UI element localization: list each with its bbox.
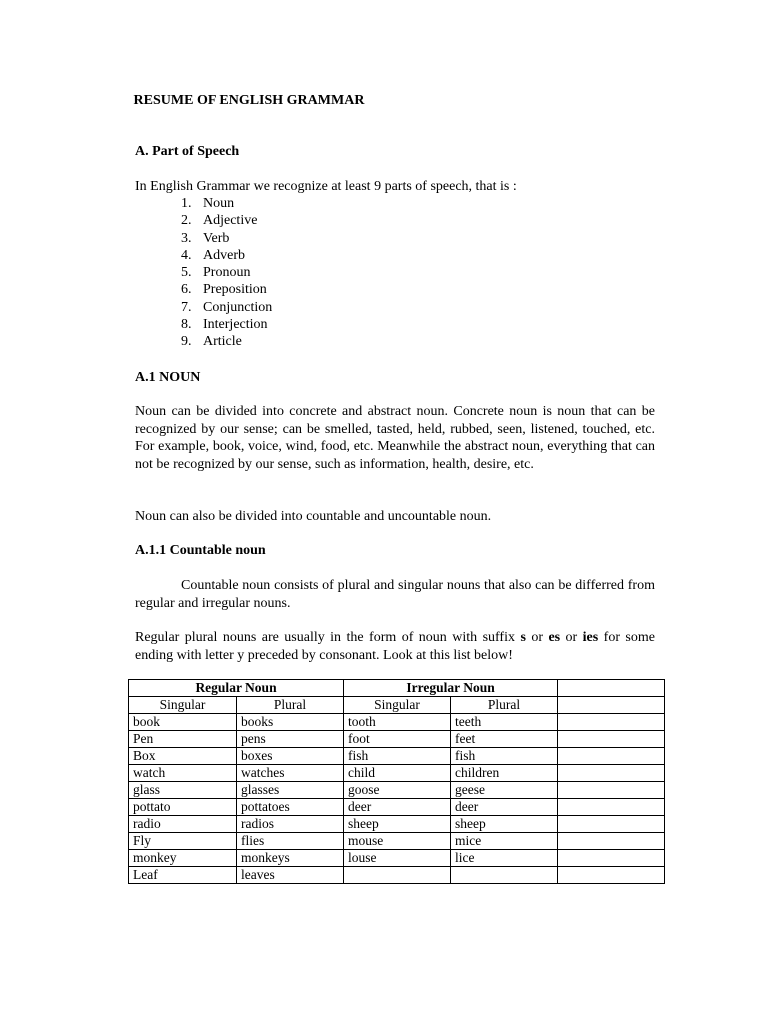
- plural-header: Plural: [451, 697, 558, 714]
- table-cell: [558, 833, 665, 850]
- table-cell: geese: [451, 782, 558, 799]
- noun-countable-paragraph: Noun can also be divided into countable and uncountable noun.: [135, 509, 492, 524]
- table-cell: mouse: [344, 833, 451, 850]
- table-cell: glasses: [237, 782, 344, 799]
- table-cell: pottatoes: [237, 799, 344, 816]
- table-row: [129, 748, 665, 765]
- parts-of-speech-intro: In English Grammar we recognize at least 9 parts of speech, that is :: [135, 179, 517, 194]
- noun-paragraph: Noun can be divided into concrete and abstract noun. Concrete noun is noun that can be recognized by our sense; can be smelled, tasted, held, rubbed, seen, listened, touched, etc. For example, book, voice, wind, food, etc. Meanwhile the abstract noun, everything that can not be recognized by our sense, such as information, health, desire, etc.: [135, 404, 655, 472]
- table-cell: pens: [237, 731, 344, 748]
- table-cell: [558, 782, 665, 799]
- empty-header-cell: [558, 680, 665, 697]
- noun-table: [128, 679, 665, 884]
- table-cell: [558, 850, 665, 867]
- table-row: [129, 731, 665, 748]
- table-cell: Fly: [129, 833, 237, 850]
- table-row: [129, 816, 665, 833]
- table-cell: radio: [129, 816, 237, 833]
- table-cell: sheep: [344, 816, 451, 833]
- table-cell: goose: [344, 782, 451, 799]
- table-cell: louse: [344, 850, 451, 867]
- table-cell: teeth: [451, 714, 558, 731]
- table-cell: deer: [344, 799, 451, 816]
- table-cell: fish: [344, 748, 451, 765]
- table-cell: [344, 867, 451, 884]
- regular-noun-header: Regular Noun: [129, 680, 344, 697]
- table-cell: glass: [129, 782, 237, 799]
- table-cell: monkey: [129, 850, 237, 867]
- list-item: 4. Adverb: [181, 247, 245, 263]
- list-item: 6. Preposition: [181, 282, 267, 298]
- table-cell: children: [451, 765, 558, 782]
- table-cell: watches: [237, 765, 344, 782]
- table-cell: lice: [451, 850, 558, 867]
- singular-header: Singular: [129, 697, 237, 714]
- table-cell: [558, 714, 665, 731]
- table-cell: tooth: [344, 714, 451, 731]
- list-item: 7. Conjunction: [181, 299, 273, 315]
- list-item: 8. Interjection: [181, 317, 268, 333]
- document-title: RESUME OF ENGLISH GRAMMAR: [133, 93, 365, 108]
- table-row: [129, 850, 665, 867]
- list-item: 2. Adjective: [181, 213, 258, 229]
- table-cell: sheep: [451, 816, 558, 833]
- table-cell: books: [237, 714, 344, 731]
- table-row: [129, 782, 665, 799]
- empty-cell: [558, 697, 665, 714]
- table-cell: boxes: [237, 748, 344, 765]
- table-cell: foot: [344, 731, 451, 748]
- table-row: [129, 833, 665, 850]
- table-cell: [451, 867, 558, 884]
- table-cell: pottato: [129, 799, 237, 816]
- list-item: 1. Noun: [181, 196, 235, 211]
- table-cell: feet: [451, 731, 558, 748]
- table-row: [129, 765, 665, 782]
- table-cell: leaves: [237, 867, 344, 884]
- parts-of-speech-list: [181, 195, 272, 351]
- table-cell: child: [344, 765, 451, 782]
- list-item: 5. Pronoun: [181, 265, 251, 281]
- table-row: [129, 714, 665, 731]
- countable-noun-paragraph: Countable noun consists of plural and singular nouns that also can be differred from regular and irregular nouns.: [135, 578, 655, 611]
- table-cell: [558, 765, 665, 782]
- regular-plural-paragraph: Regular plural nouns are usually in the form of noun with suffix s or es or ies for some ending with letter y preceded by consonant. Look at this list below!: [135, 630, 655, 663]
- table-cell: mice: [451, 833, 558, 850]
- singular-header: Singular: [344, 697, 451, 714]
- irregular-noun-header: Irregular Noun: [344, 680, 558, 697]
- table-row: [129, 799, 665, 816]
- table-cell: radios: [237, 816, 344, 833]
- table-header-row: [129, 680, 665, 697]
- table-body: [129, 714, 665, 884]
- table-cell: [558, 731, 665, 748]
- table-cell: [558, 816, 665, 833]
- table-cell: [558, 867, 665, 884]
- table-cell: deer: [451, 799, 558, 816]
- table-cell: monkeys: [237, 850, 344, 867]
- table-cell: Leaf: [129, 867, 237, 884]
- table-cell: Pen: [129, 731, 237, 748]
- table-cell: [558, 799, 665, 816]
- table-cell: Box: [129, 748, 237, 765]
- section-heading-part-of-speech: A. Part of Speech: [135, 144, 240, 159]
- list-item: 9. Article: [181, 334, 242, 350]
- table-subheader-row: [129, 697, 665, 714]
- table-cell: fish: [451, 748, 558, 765]
- table-cell: book: [129, 714, 237, 731]
- table-cell: [558, 748, 665, 765]
- section-heading-noun: A.1 NOUN: [135, 370, 201, 385]
- section-heading-countable-noun: A.1.1 Countable noun: [135, 543, 266, 558]
- table-cell: flies: [237, 833, 344, 850]
- list-item: 3. Verb: [181, 230, 230, 246]
- table-cell: watch: [129, 765, 237, 782]
- plural-header: Plural: [237, 697, 344, 714]
- table-row: [129, 867, 665, 884]
